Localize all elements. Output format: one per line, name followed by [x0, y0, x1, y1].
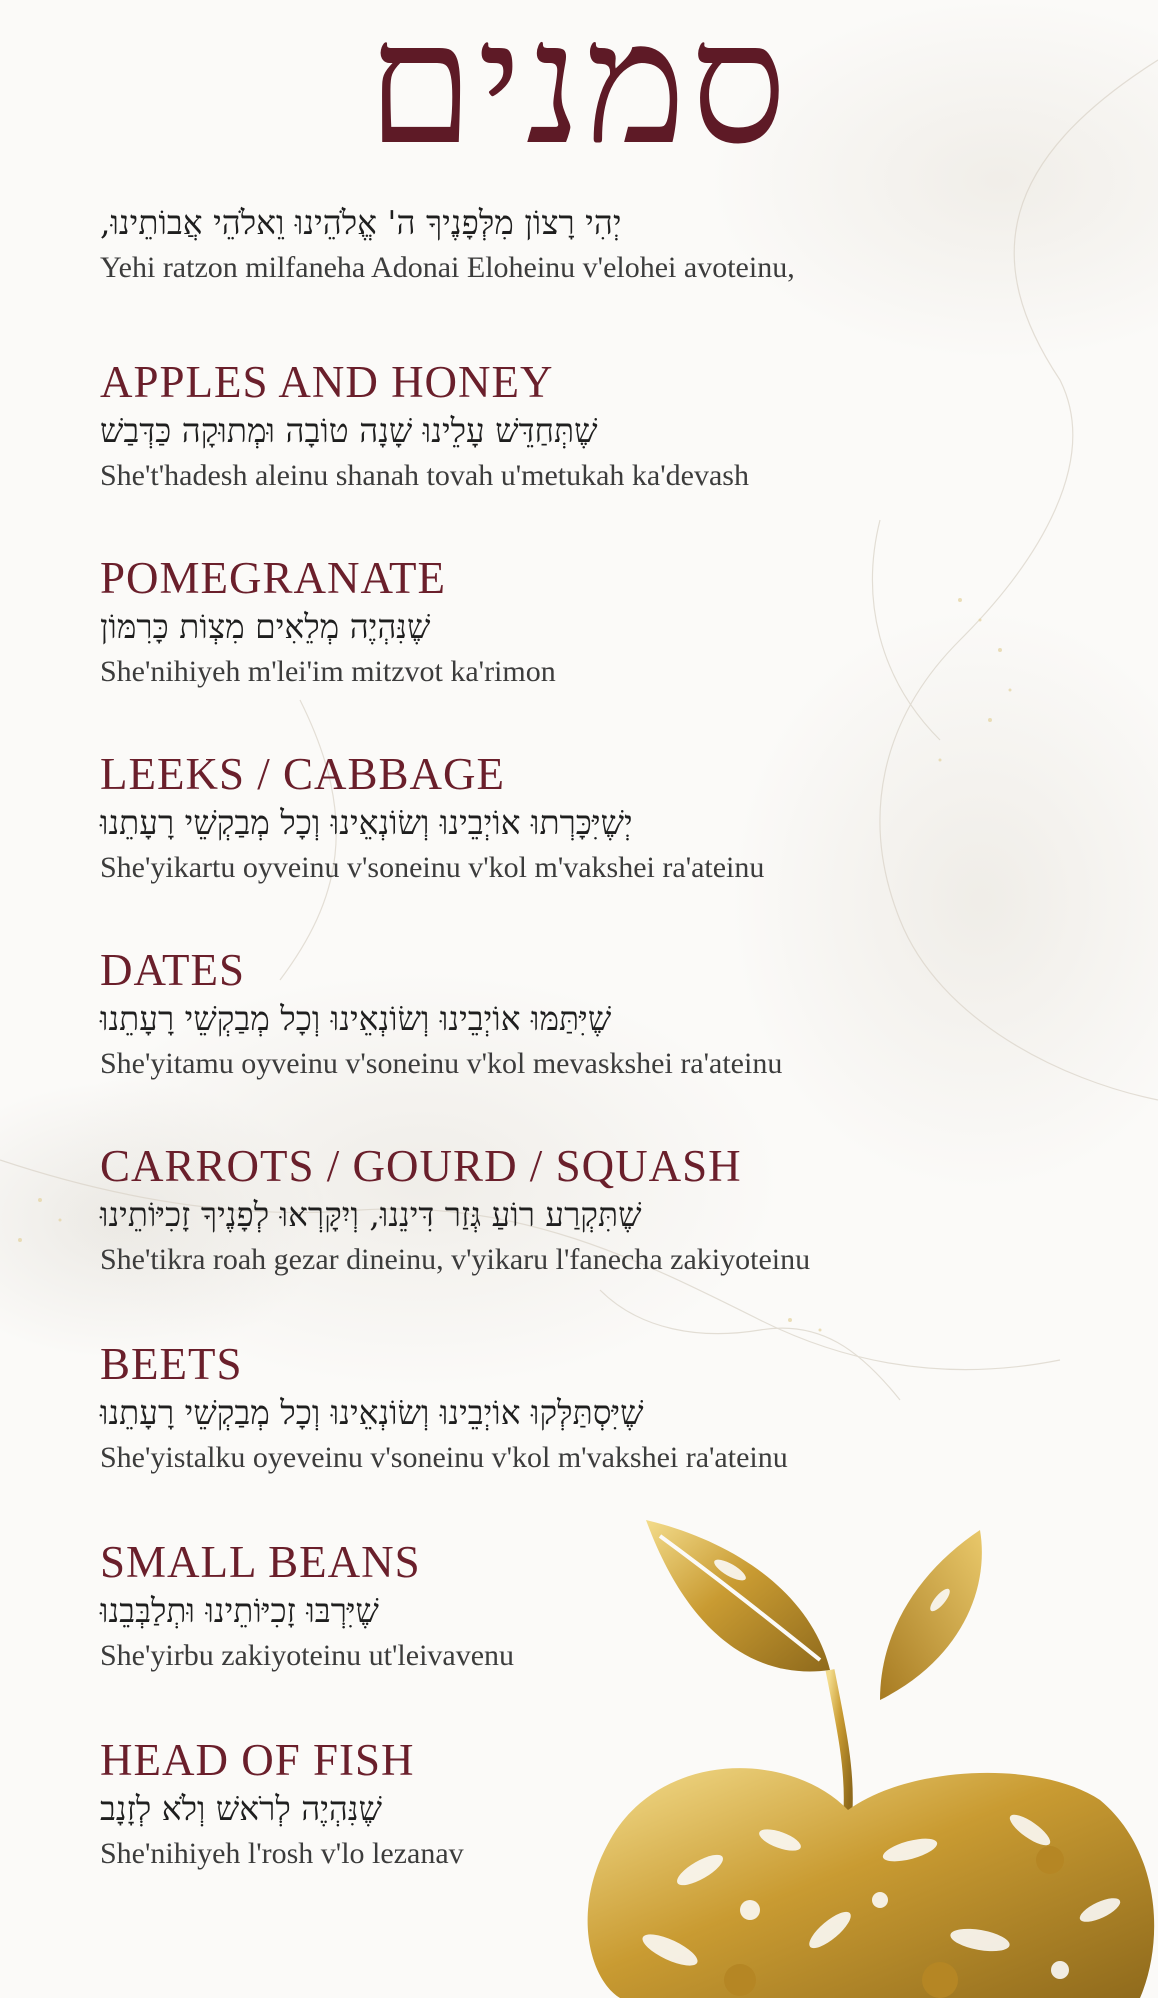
page-title: סמנים: [367, 0, 791, 179]
leaf-right-shape: [880, 1530, 982, 1700]
section-transliteration: She'yikartu oyveinu v'soneinu v'kol m'vakshei ra'ateinu: [100, 851, 765, 884]
section-hebrew: שֶׁנִּהְיֶה לְרֹאשׁ וְלֹא לְזָנָב: [100, 1789, 382, 1828]
section-pomegranate: [100, 552, 1100, 692]
section-hebrew: שֶׁיִּסְתַּלְּקוּ אוֹיְבֵינוּ וְשׂוֹנְאֵינוּ וְכָל מְבַקְשֵׁי רָעָתֵנוּ: [100, 1393, 644, 1432]
section-hebrew: שֶׁנִּהְיֶה מְלֵאִים מִצְוֹת כָּרִמּוֹן: [100, 607, 431, 646]
section-beets: [100, 1338, 1100, 1478]
section-transliteration: She'nihiyeh l'rosh v'lo lezanav: [100, 1837, 464, 1870]
section-heading: APPLES AND HONEY: [100, 357, 554, 407]
section-hebrew: שֶׁתִּקְרַע רוֹעַ גְּזַר דִּינֵנוּ, וְיִקָּרְאוּ לְפָנֶיךָ זָכִיּוֹתֵינוּ: [100, 1195, 642, 1234]
section-hebrew: שֶׁתְּחַדֵּשׁ עָלֵינוּ שָׁנָה טוֹבָה וּמְתוּקָה כַּדְּבַשׁ: [100, 411, 598, 450]
section-apples-and-honey: [100, 356, 1100, 496]
section-hebrew: שֶׁיִּרְבּוּ זָכִיּוֹתֵינוּ וּתְלַבְּבֵנוּ: [100, 1591, 379, 1630]
section-hebrew: שֶׁיִּתַּמּוּ אוֹיְבֵינוּ וְשׂוֹנְאֵינוּ וְכָל מְבַקְשֵׁי רָעָתֵנוּ: [100, 999, 612, 1038]
section-heading: CARROTS / GOURD / SQUASH: [100, 1141, 742, 1191]
apple-body-shape: [588, 1768, 1155, 1998]
section-heading: BEETS: [100, 1339, 243, 1389]
section-transliteration: She'nihiyeh m'lei'im mitzvot ka'rimon: [100, 655, 556, 688]
gold-apple-illustration: [580, 1510, 1158, 1998]
section-transliteration: She'yitamu oyveinu v'soneinu v'kol mevaskshei ra'ateinu: [100, 1047, 783, 1080]
section-carrots-gourd-squash: [100, 1140, 1100, 1280]
section-dates: [100, 944, 1100, 1084]
section-hebrew: יְשֶׁיִּכָּרְתוּ אוֹיְבֵינוּ וְשׂוֹנְאֵינוּ וְכָל מְבַקְשֵׁי רָעָתֵנוּ: [100, 803, 633, 842]
section-heading: LEEKS / CABBAGE: [100, 749, 506, 799]
section-transliteration: She't'hadesh aleinu shanah tovah u'metukah ka'devash: [100, 459, 749, 492]
section-transliteration: She'yirbu zakiyoteinu ut'leivavenu: [100, 1639, 515, 1672]
section-leeks-cabbage: [100, 748, 1100, 888]
section-heading: SMALL BEANS: [100, 1537, 421, 1587]
intro-blessing: [100, 200, 1060, 288]
section-heading: POMEGRANATE: [100, 553, 447, 603]
intro-hebrew: יְהִי רָצוֹן מִלְּפָנֶיךָ ה' אֱלֹהֵינוּ וֵאלֹהֵי אֲבוֹתֵינוּ,: [100, 203, 622, 242]
section-heading: HEAD OF FISH: [100, 1735, 415, 1785]
section-transliteration: She'yistalku oyeveinu v'soneinu v'kol m'vakshei ra'ateinu: [100, 1441, 788, 1474]
intro-transliteration: Yehi ratzon milfaneha Adonai Eloheinu v'elohei avoteinu,: [100, 251, 795, 284]
section-transliteration: She'tikra roah gezar dineinu, v'yikaru l'fanecha zakiyoteinu: [100, 1243, 811, 1276]
section-heading: DATES: [100, 945, 246, 995]
